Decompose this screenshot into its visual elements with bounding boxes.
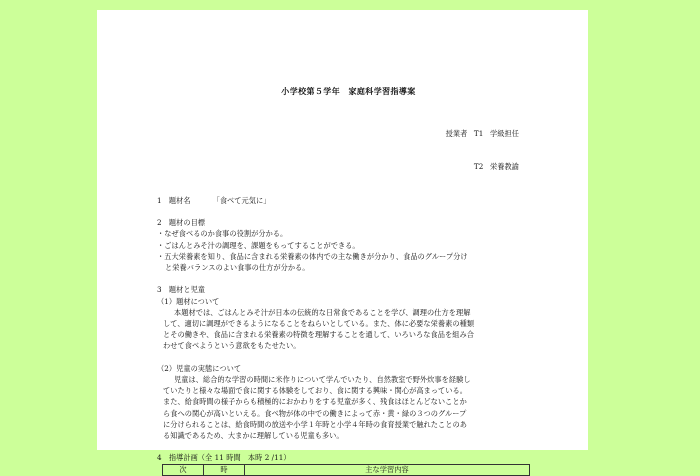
paragraph-line: ていたりと様々な場面で食に関する体験をしており、食に関する興味・関心が高まっている。 <box>163 386 467 396</box>
author-t1-role: 学級担任 <box>490 128 519 138</box>
author-block <box>157 105 530 195</box>
paragraph-line: る知識であるため、大まかに理解している児童も多い。 <box>163 431 344 441</box>
author-t2: T2 <box>473 162 484 172</box>
paragraph-line: ら食への関心が高いといえる。食べ物が体の中での働きによって赤・黄・緑の３つのグループ <box>163 408 467 418</box>
plan-table <box>162 464 530 476</box>
author-t1: T1 <box>473 128 484 138</box>
paragraph-line: 児童は、総合的な学習の時間に米作りについて学んでいたり、自然教室で野外炊事を経験し <box>174 375 471 385</box>
section1-value: 「食べて元気に」 <box>212 195 271 205</box>
paragraph-line: とその働きや、食品に含まれる栄養素の特徴を理解することを通して、いろいろな食品を組み合 <box>163 330 474 340</box>
section3-sub1-heading: （1）題材について <box>157 296 220 306</box>
paragraph-line: わせて食べようという意欲をもたせたい。 <box>163 341 301 351</box>
section1-heading: 1 題材名 <box>157 195 191 205</box>
table-header-content: 主な学習内容 <box>245 464 530 475</box>
goal-item: ・なぜ食べるのか食事の役割が分かる。 <box>157 229 288 239</box>
section2-heading: 2 題材の目標 <box>157 218 206 228</box>
document-page <box>97 10 588 474</box>
author-t2-role: 栄養教諭 <box>490 162 519 172</box>
author-line-t1 <box>157 128 530 139</box>
lesson-plan-document <box>157 86 530 476</box>
table-header-ji: 次 <box>163 464 204 475</box>
paragraph-line: に分けられることは、給食時間の放送や小学１年時と小学４年時の食育授業で触れたことのあ <box>163 419 467 429</box>
section4-heading: 4 指導計画（全 11 時間 本時 2 /11） <box>157 453 291 463</box>
goal-item-continuation: と栄養バランスのよい食事の仕方が分かる。 <box>165 263 310 273</box>
goal-item: ・ごはんとみそ汁の調理を、課題をもってすることができる。 <box>157 240 360 250</box>
author-label: 授業者 <box>445 128 468 138</box>
section3-sub2-heading: （2）児童の実態について <box>157 363 242 373</box>
section3-heading: 3 題材と児童 <box>157 285 206 295</box>
paragraph-line: 本題材では、ごはんとみそ汁が日本の伝統的な日常食であることを学び、調理の仕方を理解 <box>174 307 471 317</box>
plan-table-header-row <box>163 464 530 475</box>
table-header-toki: 時 <box>204 464 245 475</box>
paragraph-line: また、給食時間の様子からも積極的におかわりをする児童が多く、残食はほとんどないことか <box>163 397 467 407</box>
section1-line <box>157 195 530 206</box>
document-title: 小学校第５学年 家庭科学習指導案 <box>281 86 416 96</box>
paragraph-line: して、適切に調理ができるようになることをねらいとしている。また、体に必要な栄養素の種類 <box>163 319 475 329</box>
author-line-t2 <box>157 161 530 172</box>
goal-item: ・五大栄養素を知り、食品に含まれる栄養素の体内での主な働きが分かり、食品のグループ分け <box>157 251 468 261</box>
